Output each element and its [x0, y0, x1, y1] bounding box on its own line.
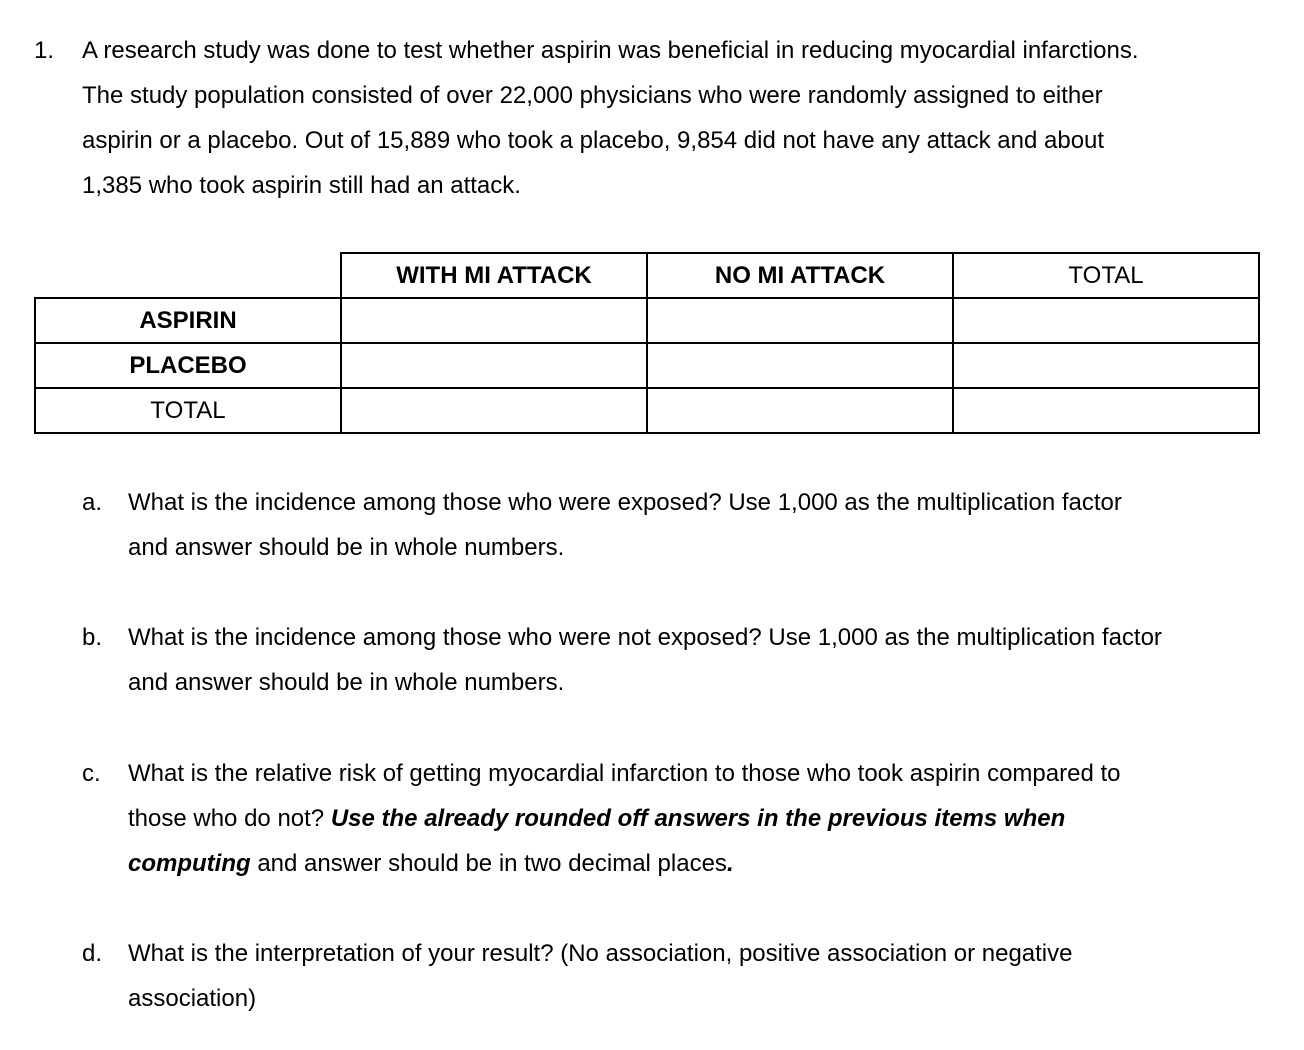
header-with-mi-attack: WITH MI ATTACK	[341, 253, 647, 298]
question-text	[82, 28, 1282, 208]
subquestion-text	[128, 615, 1304, 705]
subquestion-text	[128, 931, 1304, 1021]
question-number: 1.	[34, 37, 55, 64]
cell-total-with-mi	[341, 388, 647, 433]
header-total: TOTAL	[953, 253, 1259, 298]
subquestion-text-emphasis: computing	[128, 850, 251, 877]
subquestion-line: and answer should be in whole numbers.	[128, 669, 565, 696]
table-row-placebo	[35, 343, 1259, 388]
header-no-mi-attack: NO MI ATTACK	[647, 253, 953, 298]
subquestion-line: What is the interpretation of your result? (No association, positive association or negative	[128, 940, 1073, 967]
cell-aspirin-with-mi	[341, 298, 647, 343]
subquestion-line: What is the incidence among those who were exposed? Use 1,000 as the multiplication factor	[128, 489, 1122, 516]
subquestion-text-plain: those who do not?	[128, 805, 331, 832]
subquestion-letter: d.	[82, 940, 103, 967]
cell-placebo-no-mi	[647, 343, 953, 388]
cell-grand-total	[953, 388, 1259, 433]
subquestion-line	[128, 841, 1304, 886]
subquestion-text-plain: and answer should be in two decimal places	[250, 850, 727, 877]
subquestion-line: and answer should be in whole numbers.	[128, 534, 565, 561]
question-line: A research study was done to test whether aspirin was beneficial in reducing myocardial infarctions.	[82, 37, 1139, 64]
table-row-aspirin	[35, 298, 1259, 343]
question-line: aspirin or a placebo. Out of 15,889 who took a placebo, 9,854 did not have any attack and about	[82, 127, 1105, 154]
cell-aspirin-total	[953, 298, 1259, 343]
table-row-total	[35, 388, 1259, 433]
row-label-placebo: PLACEBO	[35, 343, 341, 388]
subquestion-line: association)	[128, 985, 257, 1012]
subquestion-letter: c.	[82, 760, 101, 787]
subquestion-letter: a.	[82, 489, 103, 516]
contingency-table	[34, 252, 1260, 434]
subquestion-line: What is the relative risk of getting myocardial infarction to those who took aspirin compared to	[128, 760, 1121, 787]
subquestion-text-emphasis: .	[726, 850, 734, 877]
row-label-total: TOTAL	[35, 388, 341, 433]
subquestion-text-emphasis: Use the already rounded off answers in the previous items when	[330, 805, 1066, 832]
table-corner-cell	[35, 253, 341, 298]
cell-total-no-mi	[647, 388, 953, 433]
question-line: 1,385 who took aspirin still had an attack.	[82, 172, 521, 199]
subquestion-text	[128, 480, 1304, 570]
cell-placebo-total	[953, 343, 1259, 388]
cell-aspirin-no-mi	[647, 298, 953, 343]
subquestion-text	[128, 751, 1304, 886]
row-label-aspirin: ASPIRIN	[35, 298, 341, 343]
subquestion-line: What is the incidence among those who were not exposed? Use 1,000 as the multiplication factor	[128, 624, 1162, 651]
question-line: The study population consisted of over 22,000 physicians who were randomly assigned to either	[82, 82, 1103, 109]
cell-placebo-with-mi	[341, 343, 647, 388]
table-header-row	[35, 253, 1259, 298]
subquestion-letter: b.	[82, 624, 103, 651]
subquestion-line	[128, 796, 1304, 841]
